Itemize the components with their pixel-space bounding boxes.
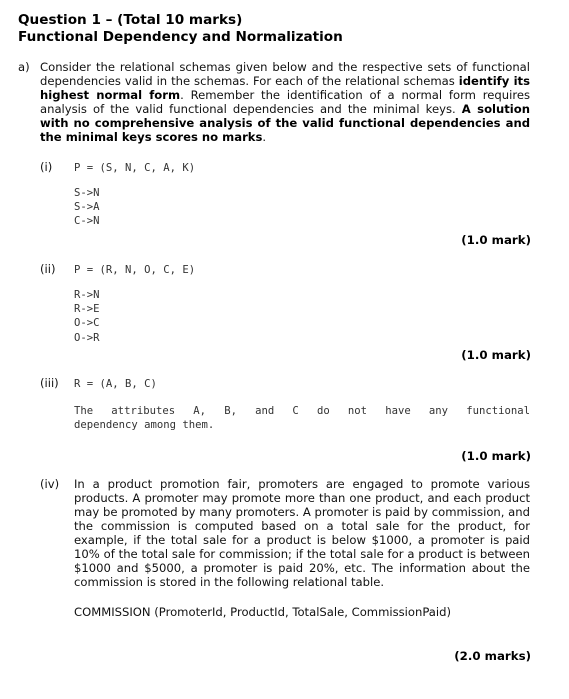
fd-line: R->E (74, 303, 100, 316)
item-ii-marks: (1.0 mark) (461, 348, 531, 362)
fd-line: R->N (74, 289, 100, 301)
commission-table-schema: COMMISSION (PromoterId, ProductId, TotalSale, CommissionPaid) (74, 605, 452, 619)
item-i-schema: P = (S, N, C, A, K) (74, 162, 196, 174)
item-i-label: (i) (40, 160, 53, 174)
fd-line: S->N (74, 187, 100, 199)
item-i-marks: (1.0 mark) (461, 233, 531, 247)
intro-bold-1: identify its highest normal form (40, 74, 530, 102)
item-ii-schema: P = (R, N, O, C, E) (74, 264, 196, 276)
question-heading: Question 1 – (Total 10 marks) (18, 12, 243, 28)
item-iii-schema: R = (A, B, C) (74, 378, 157, 390)
part-a-label: a) (18, 60, 30, 74)
item-ii-label: (ii) (40, 262, 56, 276)
intro-text-3: . (262, 130, 267, 144)
section-title: Functional Dependency and Normalization (18, 29, 343, 45)
intro-text-2: . Remember the identification of a normal form requires analysis of the valid functional dependencies and the minimal keys. (40, 88, 531, 116)
item-iv-label: (iv) (40, 477, 60, 491)
note-line: dependency among them. (74, 419, 215, 432)
fd-line: C->N (74, 215, 100, 228)
fd-line: O->R (74, 331, 100, 344)
fd-line: O->C (74, 317, 100, 330)
item-i-dependencies (74, 186, 100, 229)
item-iv-text: In a product promotion fair, promoters are engaged to promote various products. A promoter may promote more than one product, and each product may be promoted by many promoters. A promoter is paid by commission, and the commission is computed based on a total sale for the product, for example, if the total sale for a product is below $1000, a promoter is paid 10% of the total sale for commission; if the total sale for a product is between $1000 and $5000, a promoter is paid 20%, etc. The information about the commission is stored in the following relational table. (74, 477, 530, 589)
intro-text-1: Consider the relational schemas given below and the respective sets of functional dependencies valid in the schemas. For each of the relational schemas (40, 60, 530, 88)
item-iii-note (74, 404, 530, 432)
item-iii-marks: (1.0 mark) (461, 449, 531, 463)
part-a-instructions (40, 60, 530, 144)
item-ii-dependencies (74, 288, 100, 345)
item-iii-label: (iii) (40, 376, 59, 390)
fd-line: S->A (74, 201, 100, 214)
note-line: The attributes A, B, and C do not have any functional (74, 405, 530, 417)
item-iv-marks: (2.0 marks) (454, 649, 531, 663)
intro-bold-2: A solution with no comprehensive analysis of the valid functional dependencies and the minimal keys scores no marks (40, 102, 531, 144)
